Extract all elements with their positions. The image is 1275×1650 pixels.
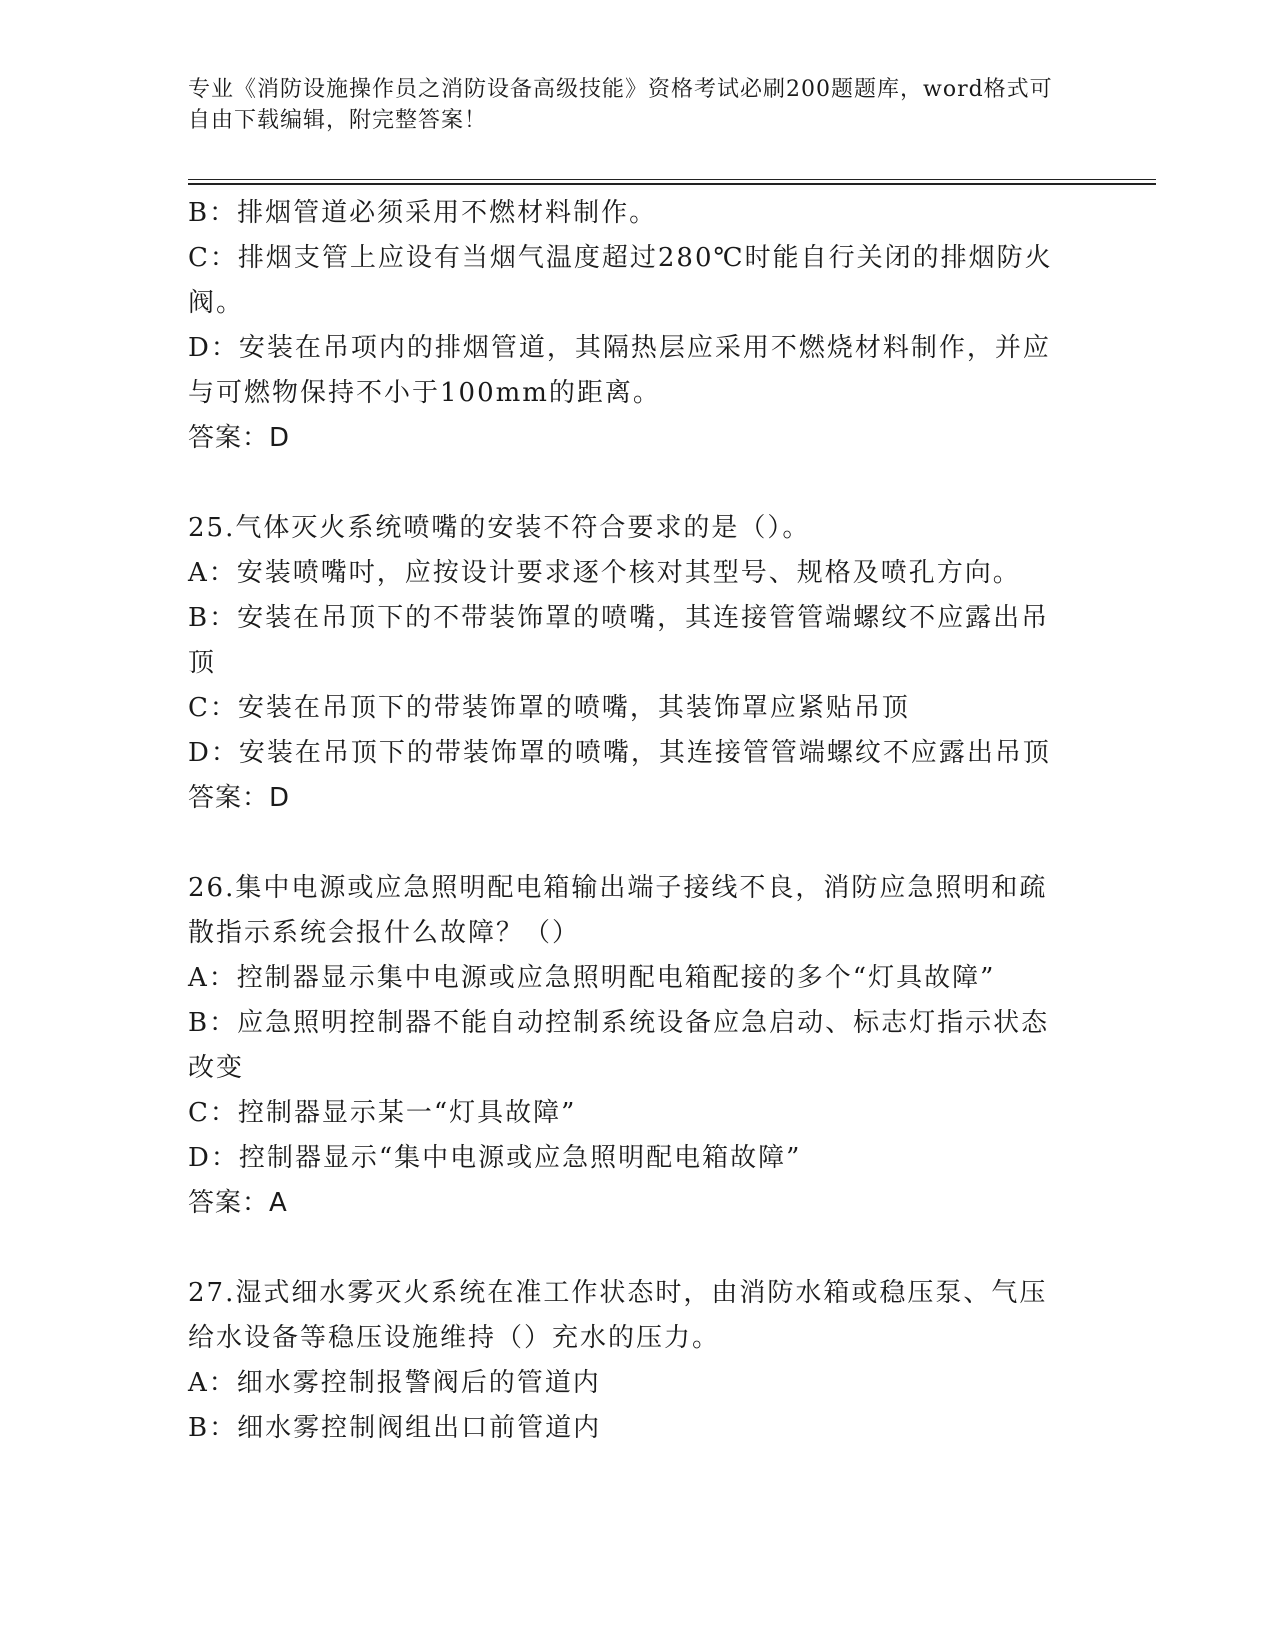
option-d: D：安装在吊顶下的带装饰罩的喷嘴，其连接管管端螺纹不应露出吊顶 (188, 738, 1051, 768)
question-text: 27.湿式细水雾灭火系统在准工作状态时，由消防水箱或稳压泵、气压给水设备等稳压设施维持（）充水的压力。 (188, 1278, 1048, 1353)
question-26 (188, 866, 1068, 1226)
question-text: 25.气体灭火系统喷嘴的安装不符合要求的是（）。 (188, 513, 811, 543)
option-a: A：控制器显示集中电源或应急照明配电箱配接的多个“灯具故障” (188, 963, 996, 993)
spacer (188, 821, 1068, 866)
question-27 (188, 1271, 1068, 1451)
option-c: C：排烟支管上应设有当烟气温度超过280℃时能自行关闭的排烟防火阀。 (188, 243, 1053, 318)
option-b: B：应急照明控制器不能自动控制系统设备应急启动、标志灯指示状态改变 (188, 1008, 1050, 1083)
option-b: B：排烟管道必须采用不燃材料制作。 (188, 198, 658, 228)
option-d: D：安装在吊项内的排烟管道，其隔热层应采用不燃烧材料制作，并应与可燃物保持不小于100mm的距离。 (188, 333, 1051, 408)
spacer (188, 461, 1068, 506)
header-divider-thin (188, 179, 1156, 180)
answer-line: 答案：D (188, 423, 291, 453)
option-a: A：安装喷嘴吋，应按设计要求逐个核对其型号、规格及喷孔方向。 (188, 558, 1021, 588)
option-c: C：控制器显示某一“灯具故障” (188, 1098, 577, 1128)
question-text: 26.集中电源或应急照明配电箱输出端子接线不良，消防应急照明和疏散指示系统会报什么故障？（） (188, 873, 1048, 948)
header-divider-thick (188, 183, 1156, 185)
option-a: A：细水雾控制报警阀后的管道内 (188, 1368, 601, 1398)
option-b: B：细水雾控制阀组出口前管道内 (188, 1413, 602, 1443)
option-d: D：控制器显示“集中电源或应急照明配电箱故障” (188, 1143, 802, 1173)
question-24-continued (188, 191, 1068, 461)
question-25 (188, 506, 1068, 821)
answer-line: 答案：D (188, 783, 291, 813)
option-c: C：安装在吊顶下的带装饰罩的喷嘴，其装饰罩应紧贴吊顶 (188, 693, 910, 723)
document-header: 专业《消防设施操作员之消防设备高级技能》资格考试必刷200题题库，word格式可自由下载编辑，附完整答案！ (188, 77, 1053, 133)
spacer (188, 1226, 1068, 1271)
answer-line: 答案：A (188, 1188, 288, 1218)
document-body (188, 191, 1068, 1451)
option-b: B：安装在吊顶下的不带装饰罩的喷嘴，其连接管管端螺纹不应露出吊顶 (188, 603, 1050, 678)
